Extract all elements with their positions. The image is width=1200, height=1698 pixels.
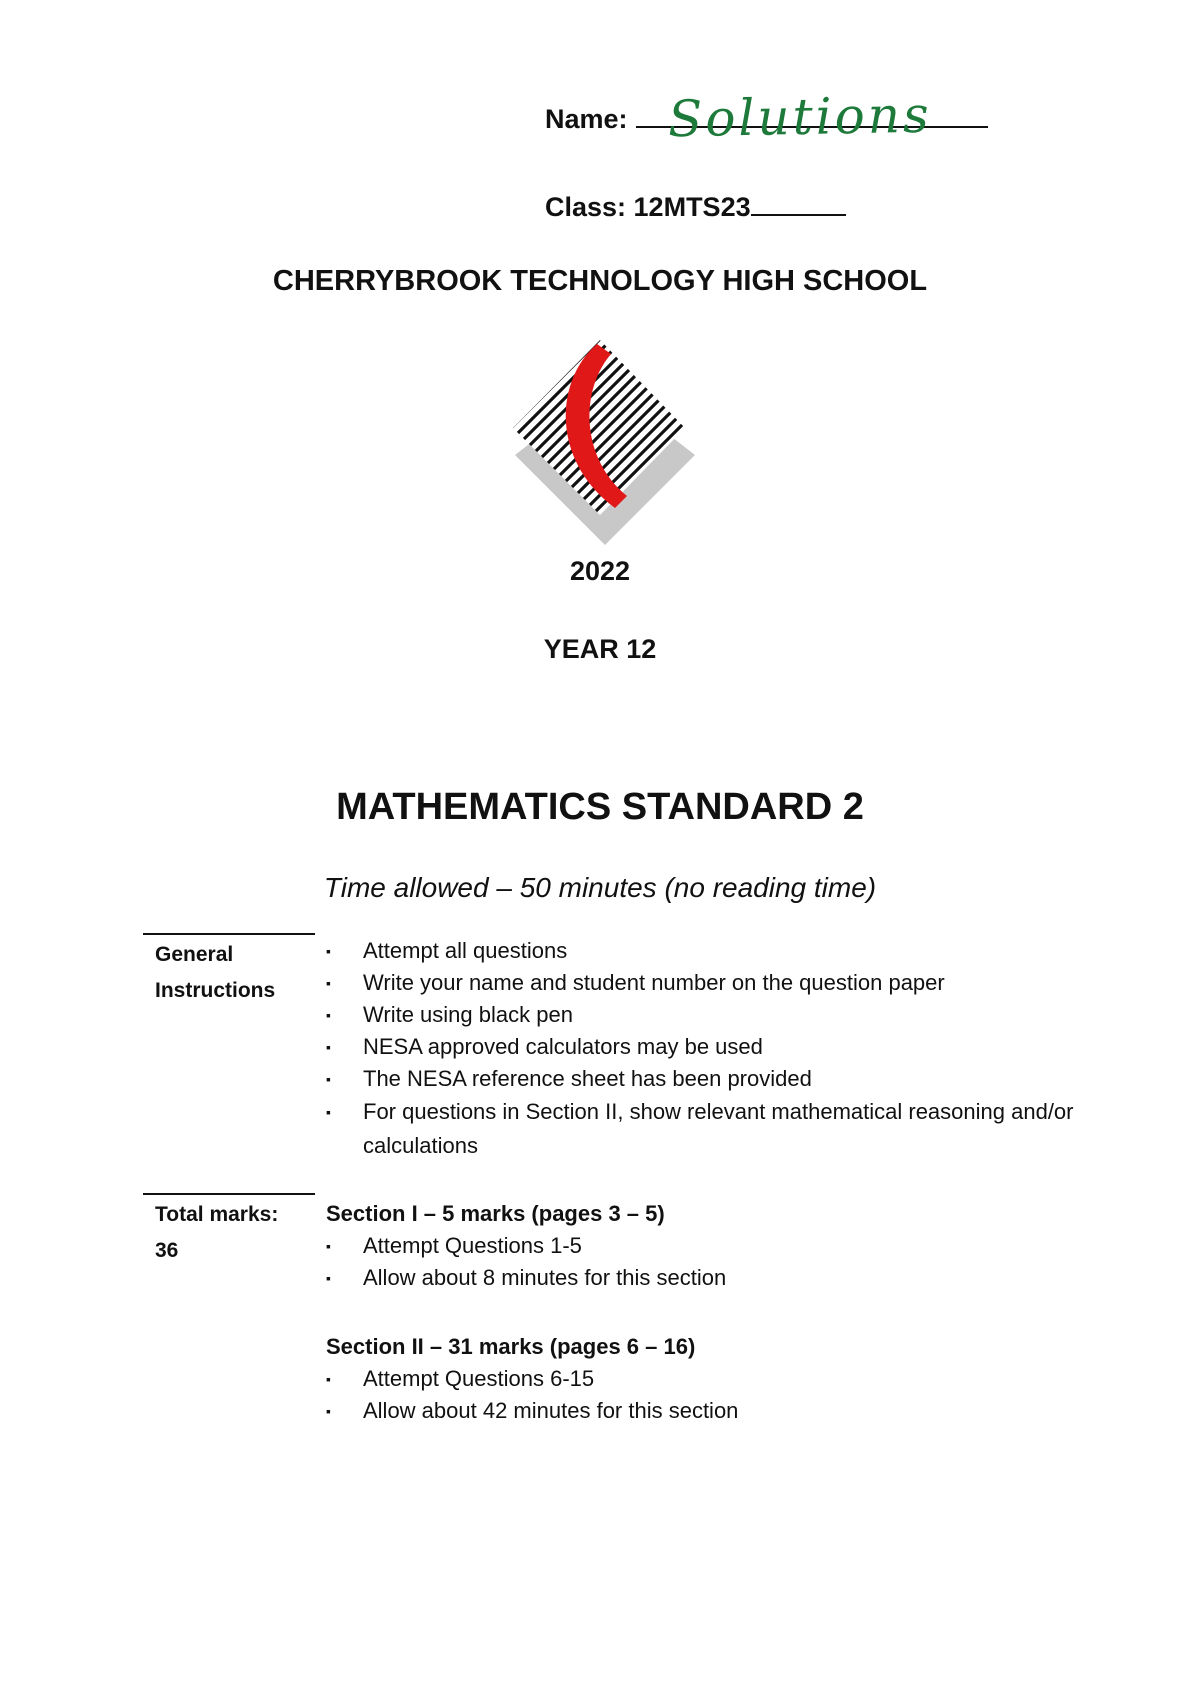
- list-item: ▪ Write your name and student number on the question paper: [326, 970, 945, 995]
- list-item: ▪ NESA approved calculators may be used: [326, 1034, 763, 1059]
- exam-subject: MATHEMATICS STANDARD 2: [336, 786, 864, 828]
- exam-grade: YEAR 12: [543, 634, 657, 664]
- exam-year: 2022: [569, 556, 631, 586]
- total-marks-value: 36: [155, 1239, 179, 1262]
- total-marks-label: Total marks: 36: [155, 1197, 278, 1269]
- handwritten-name: Solutions: [667, 85, 933, 149]
- section-1: [326, 1198, 1086, 1294]
- list-item: ▪ Write using black pen: [326, 1002, 573, 1027]
- class-field: [545, 192, 846, 223]
- time-allowed: Time allowed – 50 minutes (no reading time): [323, 872, 877, 903]
- list-item: ▪ Attempt Questions 6-15: [326, 1366, 595, 1391]
- class-underline: [751, 192, 846, 216]
- list-item: ▪ The NESA reference sheet has been provided: [326, 1066, 812, 1091]
- section-title: Section I – 5 marks (pages 3 – 5): [326, 1201, 665, 1226]
- list-item: ▪ For questions in Section II, show relevant mathematical reasoning and/or calculations: [326, 1099, 1074, 1158]
- list-item: ▪ Attempt Questions 1-5: [326, 1233, 582, 1258]
- section-2: [326, 1331, 1086, 1427]
- list-item: ▪ Allow about 8 minutes for this section: [326, 1265, 727, 1290]
- divider-general: [143, 933, 315, 935]
- school-logo: [505, 340, 705, 555]
- school-name: CHERRYBROOK TECHNOLOGY HIGH SCHOOL: [272, 265, 928, 297]
- section-title: Section II – 31 marks (pages 6 – 16): [326, 1334, 696, 1359]
- list-item: ▪ Attempt all questions: [326, 938, 568, 963]
- general-instructions-list: [326, 935, 1086, 1163]
- list-item: ▪ Allow about 42 minutes for this section: [326, 1398, 739, 1423]
- general-instructions-label: General Instructions: [155, 943, 276, 1002]
- name-label: Name:: [545, 104, 628, 134]
- class-label: Class: 12MTS23: [545, 192, 751, 222]
- divider-total-marks: [143, 1193, 315, 1195]
